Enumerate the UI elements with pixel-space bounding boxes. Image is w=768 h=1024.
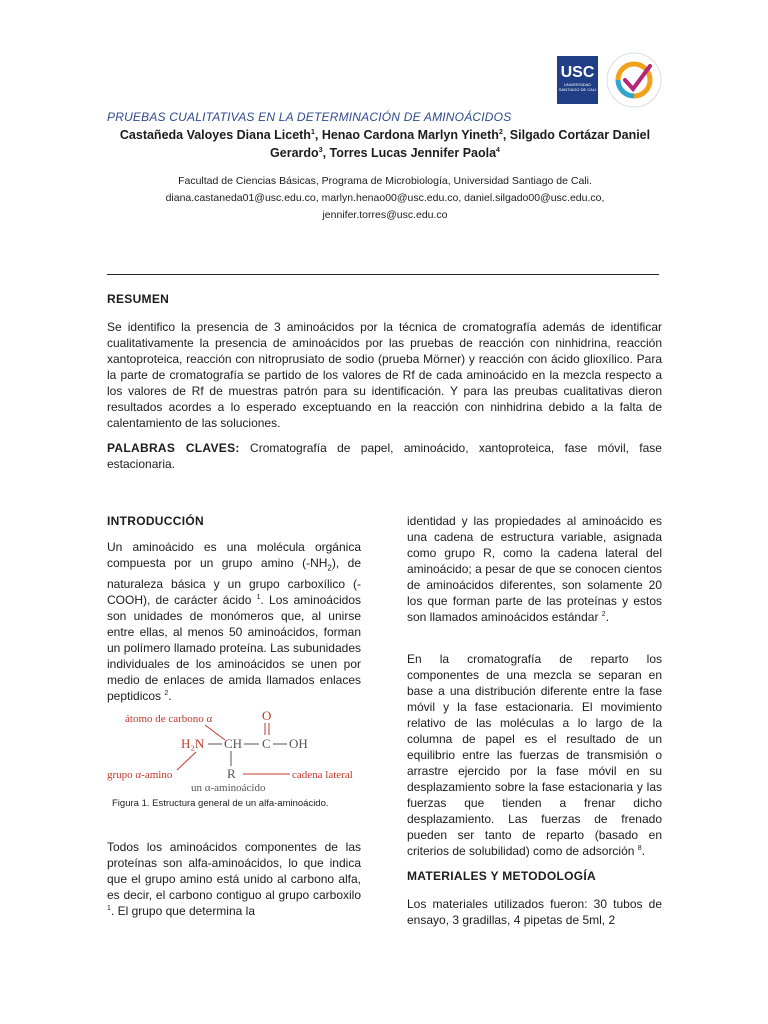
figure-label-bottom: un α-aminoácido — [191, 782, 266, 792]
text-run: . — [641, 844, 646, 858]
citation-sup: 2 — [164, 690, 169, 698]
citation-sup: 8 — [637, 845, 642, 852]
text-run: . Los aminoácidos son unidades de monómeros que, al unirse entre ellas, al menos 50 aminoácidos, forman un polímero llamado proteína. Las subunidades individuales de los aminoácidos se unen por medio de enlaces de amida llamados enlaces peptidicos — [107, 593, 361, 704]
citation-sup: 1 — [107, 905, 111, 912]
text-run: . El grupo que determina la — [110, 904, 255, 918]
usc-logo-text: USC — [560, 64, 595, 81]
subscript: 2 — [327, 563, 332, 573]
formula-ch: CH — [224, 736, 243, 751]
formula-nh: H₂N — [181, 736, 205, 751]
author-sup: 2 — [498, 128, 503, 136]
author-sup: 4 — [496, 146, 500, 154]
intro-paragraph-2 — [107, 839, 361, 919]
intro-paragraph-1 — [107, 539, 361, 704]
intro-heading: INTRODUCCIÓN — [107, 514, 204, 528]
author-sep: , — [322, 146, 330, 160]
author-sep: , — [314, 128, 322, 142]
figure-label-carbon: átomo de carbono α — [125, 713, 213, 725]
citation-sup: 1 — [256, 594, 261, 602]
amino-acid-structure-figure — [107, 706, 361, 792]
text-run: Todos los aminoácidos componentes de las proteínas son alfa-aminoácidos, lo que indica que el grupo amino está unido al carbono alfa, es decir, el carbono contiguo al grupo carboxilo — [107, 840, 361, 902]
author-sup: 3 — [318, 146, 323, 154]
figure-caption: Figura 1. Estructura general de un alfa-aminoácido. — [112, 798, 329, 809]
resumen-text: Se identifico la presencia de 3 aminoácidos por la técnica de cromatografía además de identificar cualitativamente la presencia de aminoácidos por las pruebas de reacción con ninhidrina, reacción xantoproteica, reacción con nitroprusiato de sodio (prueba Mörner) y reacción con ácido glioxílico. Para la parte de cromatografía se partido de los valores de Rf de cada aminoácido en la mezcla respecto a los valores de Rf de muestras patrón para su identificación. Y para las preubas cualitativas dieron resultados acordes a lo esperado exceptuando en la reacción con ninhidrina debido a la falta de calentamiento de las soluciones. — [107, 320, 662, 430]
figure-label-amino: grupo α-amino — [107, 769, 173, 781]
author-name: Castañeda Valoyes Diana Liceth — [119, 128, 311, 142]
affiliation-institution: Facultad de Ciencias Básicas, Programa de Microbiología, Universidad Santiago de Cali. — [178, 175, 592, 187]
accreditation-seal-icon — [604, 50, 664, 110]
text-run: En la cromatografía de reparto los componentes de una mezcla se separan en base a una distribución diferente entre la fase móvil y la fase estacionaria. El movimiento relativo de las moléculas a lo largo de la columna de papel es el resultado de un equilibrio entre las fuerzas de transmisión o arrastre ejercido por la fase móvil en su desplazamiento sobre la fase estacionaria y las fuerzas que tienden a frenar dicho desplazamiento. Las fuerzas de frenado pueden ser tanto de reparto (basado en criterios de solubilidad) como de adsorción — [407, 652, 662, 858]
figure-label-side-chain: cadena lateral — [292, 769, 353, 781]
formula-oh: OH — [289, 736, 308, 751]
author-sup: 1 — [310, 128, 315, 136]
keywords — [107, 440, 662, 472]
affiliation-emails-cont: jennifer.torres@usc.edu.co — [322, 209, 448, 221]
citation-sup: 2 — [601, 611, 606, 618]
text-run: Un aminoácido es una molécula orgánica compuesta por un grupo amino (-NH — [107, 540, 361, 570]
keywords-label: PALABRAS CLAVES: — [107, 441, 240, 455]
text-run: . — [605, 610, 610, 624]
author-name: Henao Cardona Marlyn Yineth — [321, 128, 499, 142]
right-paragraph-2 — [407, 651, 662, 859]
resumen-heading: RESUMEN — [107, 292, 170, 306]
affiliation-emails: diana.castaneda01@usc.edu.co, marlyn.henao00@usc.edu.co, daniel.silgado00@usc.edu.co, — [165, 192, 605, 204]
formula-r: R — [227, 766, 236, 781]
usc-logo-subtext: UNIVERSIDAD SANTIAGO DE CALI — [558, 82, 597, 92]
paper-title: PRUEBAS CUALITATIVAS EN LA DETERMINACIÓN DE AMINOÁCIDOS — [107, 110, 512, 124]
pointer-line — [205, 725, 225, 740]
author-sep: , — [502, 128, 510, 142]
text-run: identidad y las propiedades al aminoácido es una cadena de estructura variable, asignada como grupo R, como la cadena lateral del aminoácido; a pesar de que se conocen cientos de aminoácidos diferentes, son solamente 20 los que forman parte de las proteínas y estos son llamados aminoácidos estándar — [407, 514, 662, 624]
section-divider — [107, 274, 659, 275]
author-name: Silgado Cortázar Daniel Gerardo — [270, 128, 651, 160]
author-name: Torres Lucas Jennifer Paola — [329, 146, 497, 160]
formula-o: O — [262, 708, 272, 723]
text-run: . — [168, 689, 172, 704]
author-list — [107, 126, 663, 162]
methods-paragraph: Los materiales utilizados fueron: 30 tubos de ensayo, 3 gradillas, 4 pipetas de 5ml, 2 — [407, 897, 662, 927]
methods-heading: MATERIALES Y METODOLOGÍA — [407, 869, 596, 883]
usc-logo — [557, 56, 598, 104]
formula-c: C — [262, 736, 271, 751]
right-paragraph-1 — [407, 513, 662, 625]
text-run: ), de naturaleza básica y un grupo carboxílico (-COOH), de carácter ácido — [107, 556, 361, 608]
affiliation — [107, 173, 663, 224]
keywords-text: Cromatografía de papel, aminoácido, xantoproteica, fase móvil, fase estacionaria. — [107, 441, 662, 471]
